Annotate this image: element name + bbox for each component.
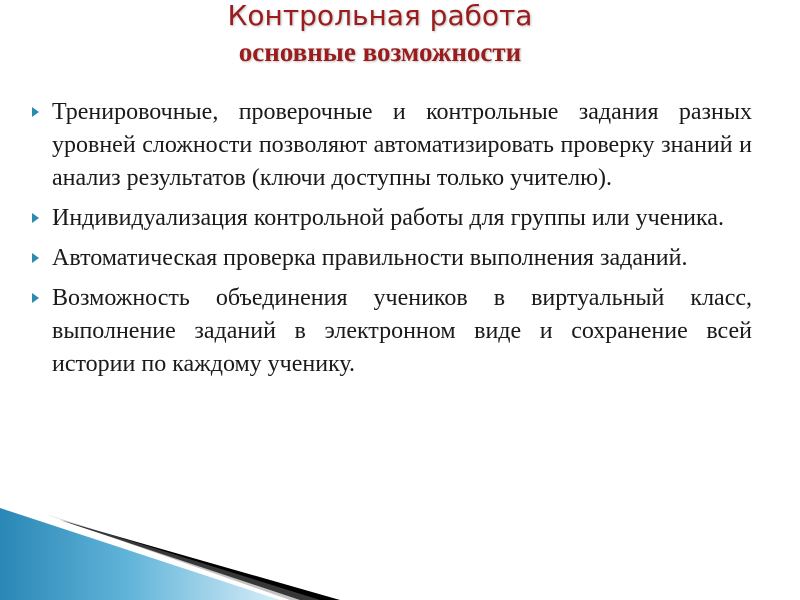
triangle-right-icon [32,293,39,303]
list-item [0,282,800,381]
bullet-text: Тренировочные, проверочные и контрольные задания разных уровней сложности позволяют автоматизировать проверку знаний и анализ результатов (ключи доступны только учителю). [52,99,752,191]
triangle-right-icon [32,107,39,117]
triangle-right-icon [32,213,39,223]
bullet-text: Индивидуализация контрольной работы для группы или ученика. [52,205,724,231]
bullet-list [0,96,800,388]
list-item [0,96,800,195]
list-item [0,202,800,235]
bullet-text: Автоматическая проверка правильности выполнения заданий. [52,245,688,271]
triangle-right-icon [32,253,39,263]
blue-wave-shape [0,508,280,600]
bullet-text: Возможность объединения учеников в виртуальный класс, выполнение заданий в электронном виде и сохранение всей истории по каждому ученику. [52,285,752,377]
corner-decoration [0,500,800,600]
list-item [0,242,800,275]
slide-title: Контрольная работа [227,0,533,32]
slide-subtitle: основные возможности [238,37,522,67]
